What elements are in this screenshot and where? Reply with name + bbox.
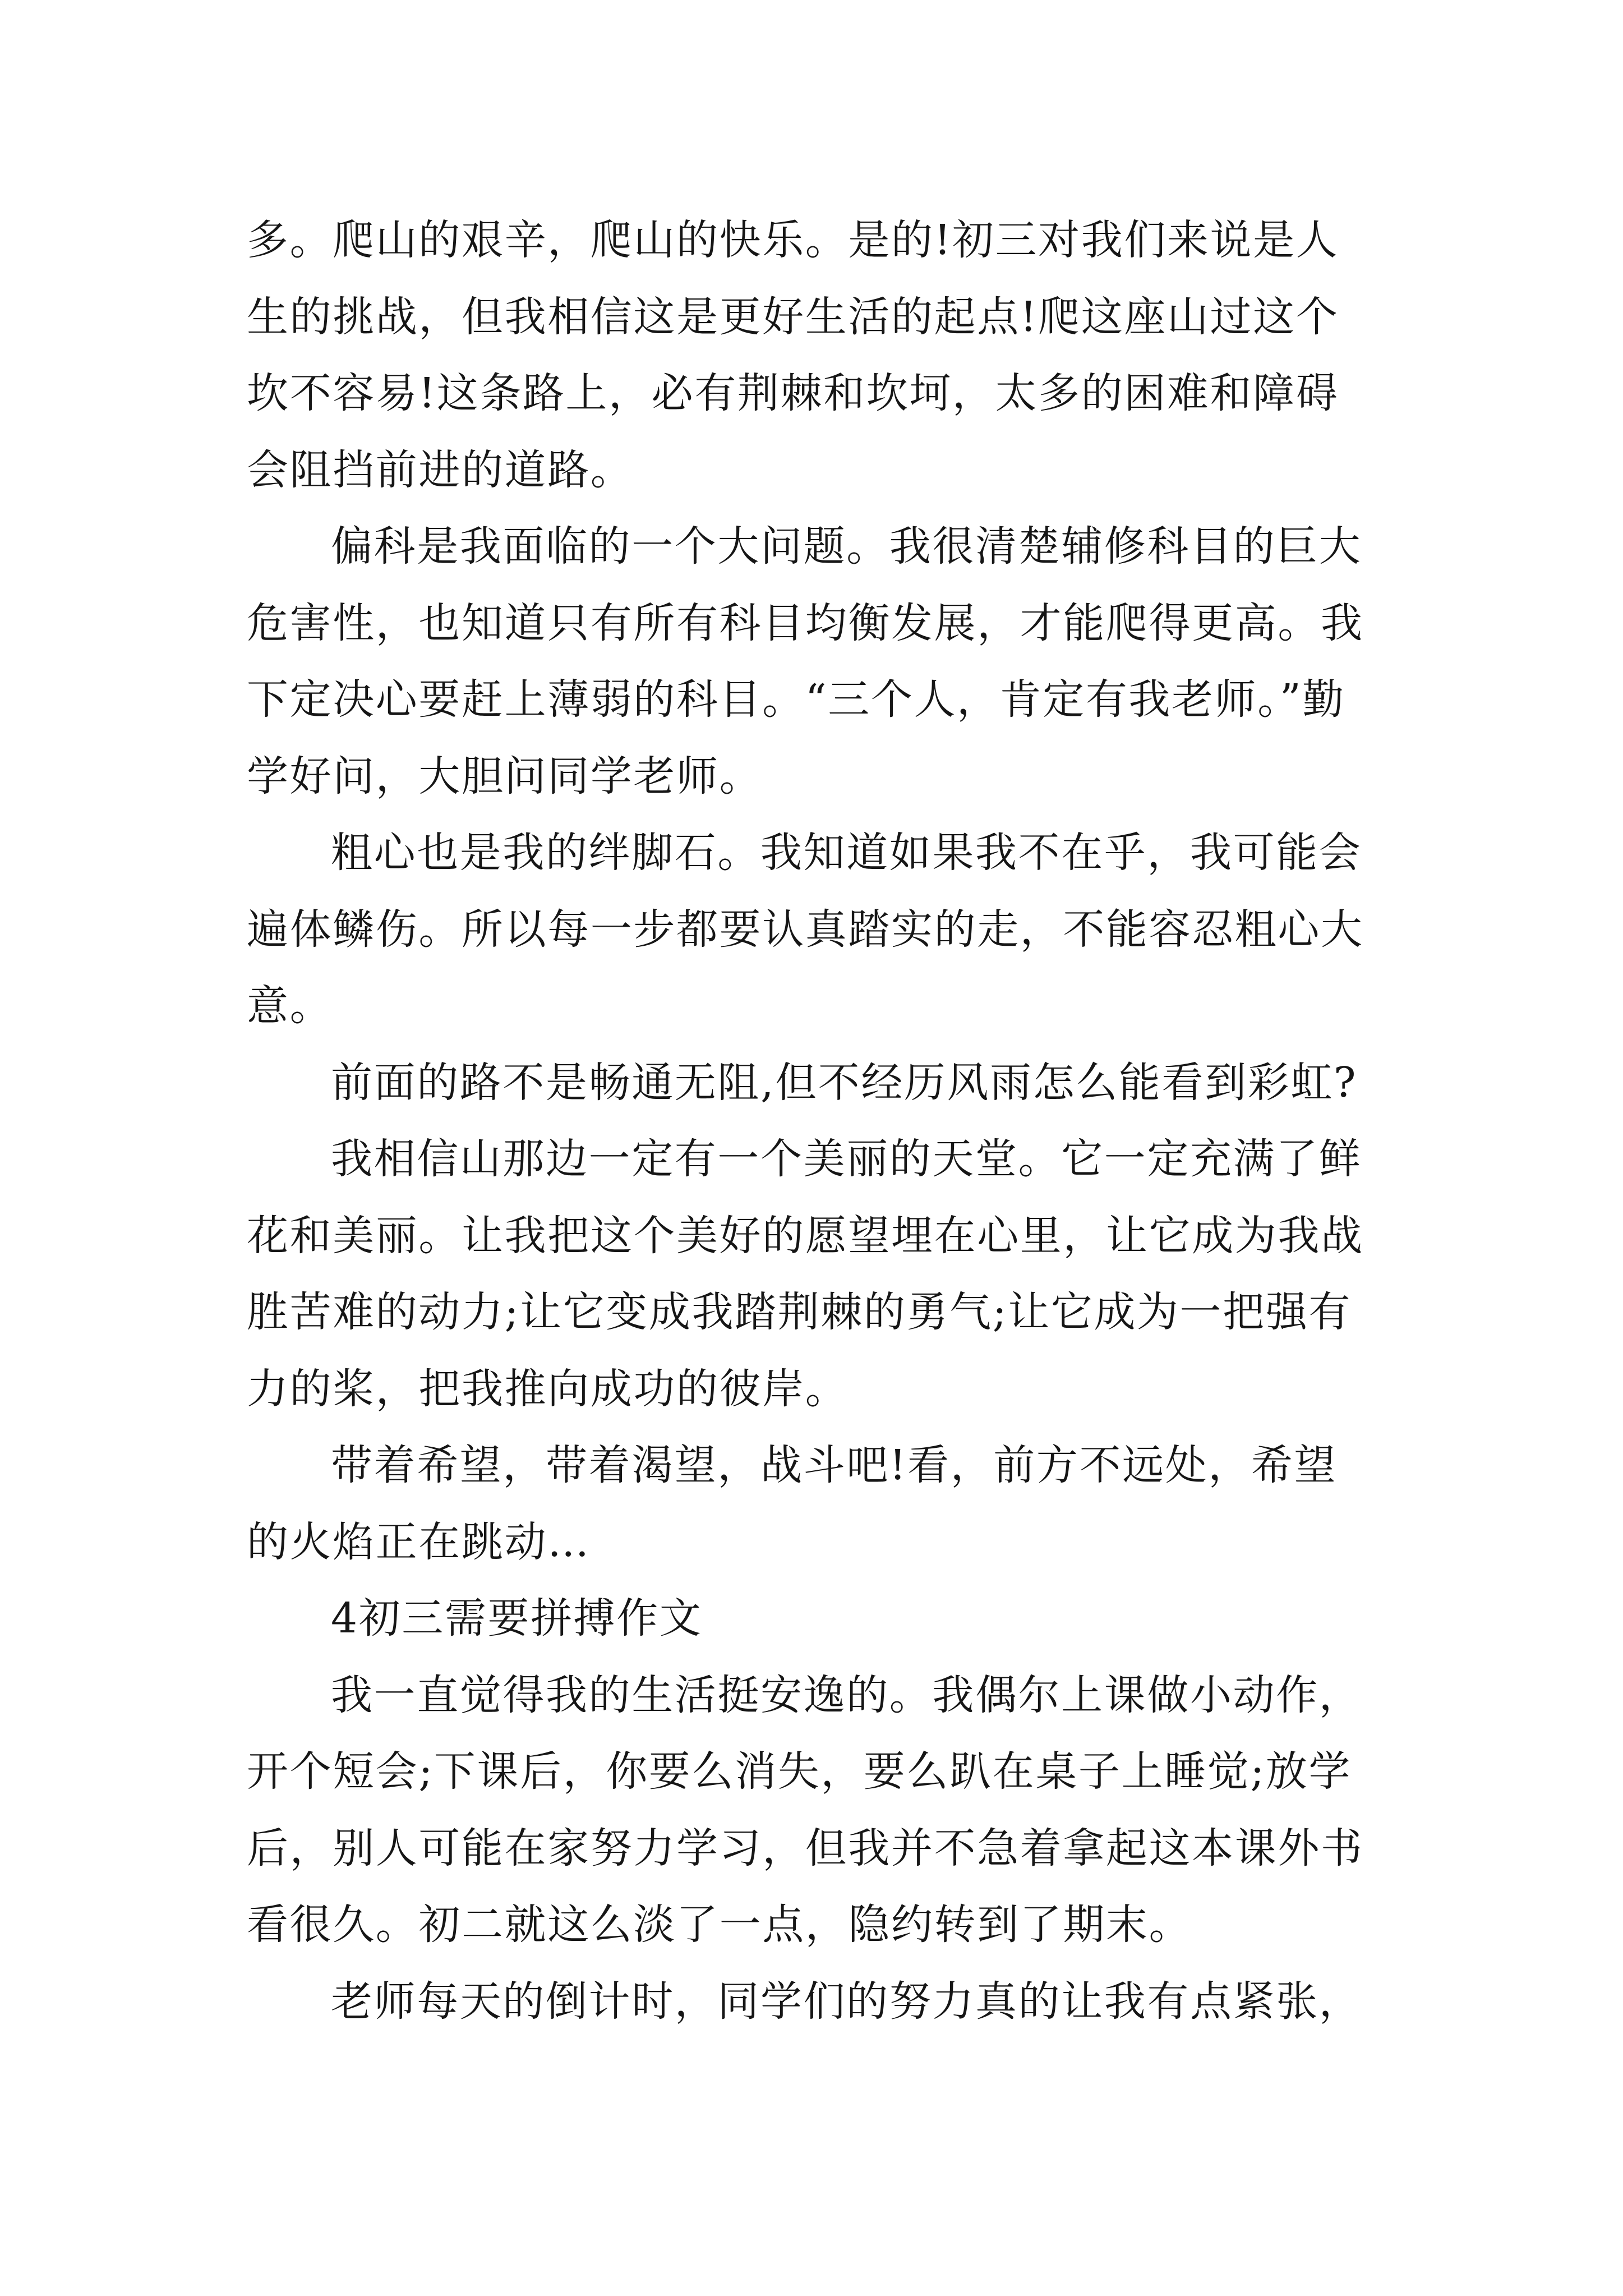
paragraph-first-line: 4初三需要拼搏作文 <box>331 1594 703 1642</box>
text-line: 遍体鳞伤。所以每一步都要认真踏实的走，不能容忍粗心大 <box>247 905 1364 954</box>
text-line: 开个短会;下课后，你要么消失，要么趴在桌子上睡觉;放学 <box>247 1747 1352 1796</box>
body-text <box>247 202 1402 2040</box>
text-line: 多。爬山的艰辛，爬山的快乐。是的!初三对我们来说是人 <box>247 216 1339 264</box>
text-line: 学好问，大胆问同学老师。 <box>247 752 763 800</box>
text-line: 后，别人可能在家努力学习，但我并不急着拿起这本课外书 <box>247 1824 1364 1872</box>
text-line: 意。 <box>247 982 333 1030</box>
text-line: 的火焰正在跳动… <box>247 1517 591 1566</box>
paragraph-first-line: 老师每天的倒计时，同学们的努力真的让我有点紧张， <box>331 1977 1362 2026</box>
text-line: 力的桨，把我推向成功的彼岸。 <box>247 1364 849 1413</box>
text-line: 胜苦难的动力;让它变成我踏荆棘的勇气;让它成为一把强有 <box>247 1288 1352 1336</box>
text-line: 会阻挡前进的道路。 <box>247 445 634 494</box>
paragraph-first-line: 粗心也是我的绊脚石。我知道如果我不在乎，我可能会 <box>331 829 1362 877</box>
text-line: 坎不容易!这条路上，必有荆棘和坎坷，太多的困难和障碍 <box>247 369 1339 417</box>
paragraph-first-line: 带着希望，带着渴望，战斗吧!看，前方不远处，希望 <box>331 1441 1338 1489</box>
paragraph-first-line: 偏科是我面临的一个大问题。我很清楚辅修科目的巨大 <box>331 522 1362 570</box>
text-line: 下定决心要赶上薄弱的科目。“三个人，肯定有我老师。”勤 <box>247 675 1345 724</box>
paragraph-first-line: 我相信山那边一定有一个美丽的天堂。它一定充满了鲜 <box>331 1135 1362 1183</box>
paragraph-first-line: 我一直觉得我的生活挺安逸的。我偶尔上课做小动作， <box>331 1671 1362 1719</box>
text-line: 危害性，也知道只有所有科目均衡发展，才能爬得更高。我 <box>247 599 1364 647</box>
text-line: 生的挑战，但我相信这是更好生活的起点!爬这座山过这个 <box>247 292 1339 341</box>
paragraph-first-line: 前面的路不是畅通无阻,但不经历风雨怎么能看到彩虹? <box>331 1058 1358 1107</box>
text-line: 看很久。初二就这么淡了一点，隐约转到了期末。 <box>247 1901 1192 1949</box>
text-line: 花和美丽。让我把这个美好的愿望埋在心里，让它成为我战 <box>247 1211 1364 1260</box>
